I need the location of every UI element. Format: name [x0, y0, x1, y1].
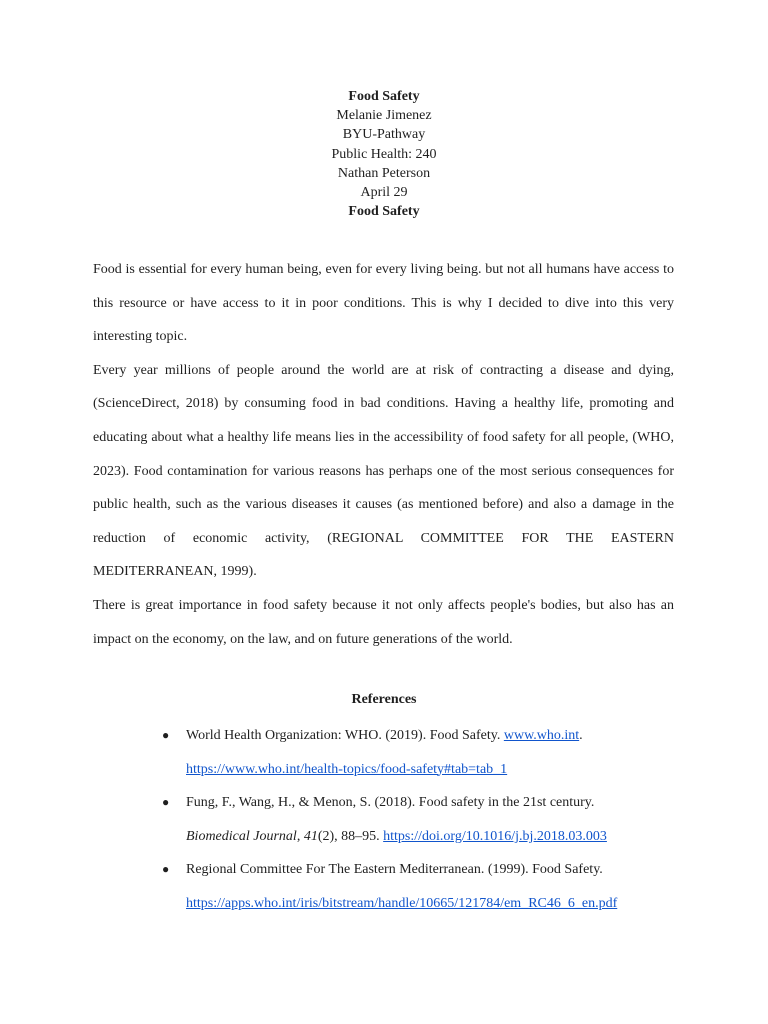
bullet-icon: ●	[162, 728, 170, 742]
reference-text: Fung, F., Wang, H., & Menon, S. (2018). Food safety in the 21st century.	[186, 795, 595, 811]
journal-issue-pages: (2), 88–95.	[317, 828, 384, 844]
bullet-icon: ●	[162, 862, 170, 877]
references-heading: References	[351, 692, 417, 707]
author-name: Melanie Jimenez	[336, 108, 432, 124]
paragraph-conclusion: There is great importance in food safety because it not only affects people's bodies, but also has an impact on the economy, on the law, and on future generations of the world.	[93, 597, 674, 647]
course-name: Public Health: 240	[331, 146, 437, 162]
reference-text: World Health Organization: WHO. (2019). Food Safety.	[186, 728, 504, 743]
title-block	[0, 87, 768, 221]
document-date: April 29	[360, 185, 408, 201]
reference-text: Regional Committee For The Eastern Mediterranean. (1999). Food Safety.	[186, 862, 603, 878]
instructor-name: Nathan Peterson	[337, 165, 431, 181]
reference-url-link[interactable]: https://apps.who.int/iris/bitstream/handle/10665/121784/em_RC46_6_en.pdf	[186, 895, 618, 911]
bullet-icon: ●	[162, 795, 170, 810]
paragraph-main: Every year millions of people around the world are at risk of contracting a disease and dying, (ScienceDirect, 2018) by consuming food in bad conditions. Having a healthy life, promoting and educating about what a healthy life means lies in the accessibility of food safety for all people, (WHO, 2023). Food contamination for various reasons has perhaps one of the most serious consequences for public health, such as the various diseases it causes (as mentioned before) and also a damage in the reduction of economic activity, (REGIONAL COMMITTEE FOR THE EASTERN MEDITERRANEAN, 1999).	[93, 362, 674, 580]
reference-punctuation: .	[579, 728, 583, 743]
reference-url-link[interactable]: https://www.who.int/health-topics/food-safety#tab=tab_1	[186, 761, 508, 777]
references-list	[162, 719, 686, 921]
document-title: Food Safety	[348, 89, 420, 104]
paragraph-intro: Food is essential for every human being, even for every living being. but not all humans have access to this resource or have access to it in poor conditions. This is why I decided to dive into this very interesting topic.	[93, 262, 674, 345]
document-title-repeat: Food Safety	[348, 204, 420, 220]
institution-name: BYU-Pathway	[342, 127, 426, 143]
reference-item	[162, 853, 686, 920]
journal-name: Biomedical Journal	[186, 828, 297, 844]
reference-item	[162, 719, 686, 786]
essay-body	[93, 253, 674, 656]
reference-doi-link[interactable]: https://doi.org/10.1016/j.bj.2018.03.003	[383, 828, 607, 844]
journal-volume: 41	[303, 828, 318, 844]
reference-separator: ,	[296, 828, 304, 844]
reference-link[interactable]: www.who.int	[503, 728, 580, 743]
reference-item	[162, 786, 686, 853]
